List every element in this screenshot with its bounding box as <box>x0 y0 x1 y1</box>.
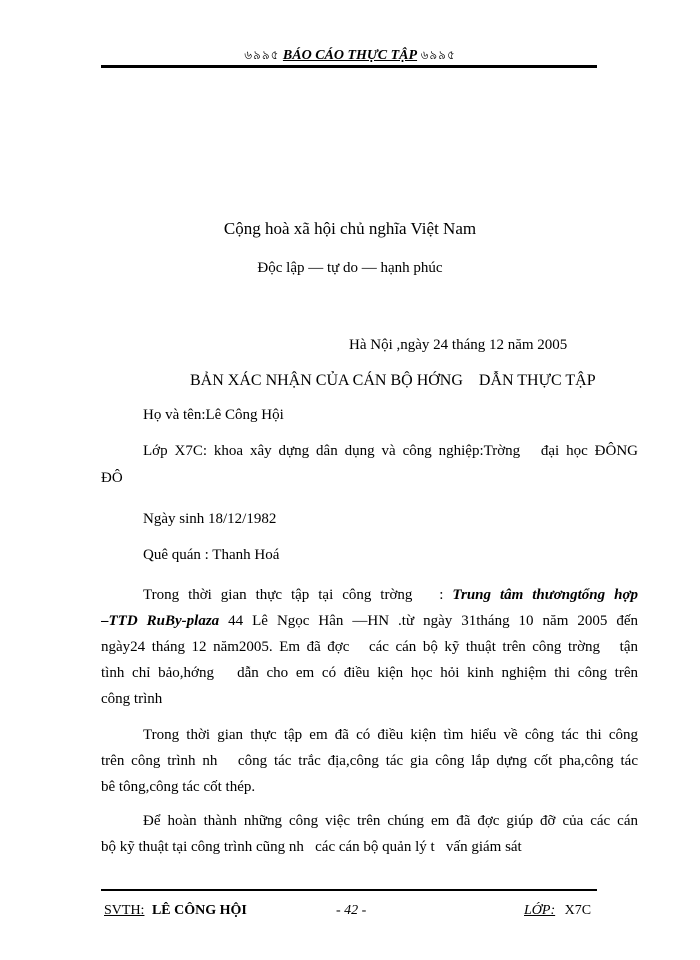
motto: Độc lập — tự do — hạnh phúc <box>257 260 443 276</box>
paragraph-1-line-1: Trong thời gian thực tập tại công trờng : Trung tâm thươngtổng hợp <box>143 587 638 603</box>
student-hometown: Quê quán : Thanh Hoá <box>143 547 280 563</box>
paragraph-2-line-1: Trong thời gian thực tập em đã có điều kiện tìm hiểu về công tác thi công <box>143 727 638 743</box>
paragraph-1 <box>101 582 638 712</box>
paragraph-1-line-5: công trình <box>101 691 163 707</box>
student-class-line-1: Lớp X7C: khoa xây dựng dân dụng và công nghiệp:Trờng đại học ĐÔNG <box>143 443 638 459</box>
header-rule <box>101 65 597 68</box>
paragraph-3 <box>101 808 638 860</box>
footer-svth <box>104 903 247 919</box>
place-date: Hà Nội ,ngày 24 tháng 12 năm 2005 <box>349 337 568 353</box>
student-birth: Ngày sinh 18/12/1982 <box>143 511 277 527</box>
paragraph-1-line-4: tình chỉ bảo,hớng dẫn cho em có điều kiện học hỏi kinh nghiệm thi công trên <box>101 665 638 681</box>
header-ornament-left: ৬৯৯৫ <box>244 48 280 62</box>
footer-class-label: LỚP: <box>524 903 556 918</box>
paragraph-3-line-2: bộ kỹ thuật tại công trình cũng nh các cán bộ quản lý t vấn giám sát <box>101 839 522 855</box>
footer-svth-name: LÊ CÔNG HỘI <box>151 903 247 918</box>
nation-title: Cộng hoà xã hội chủ nghĩa Việt Nam <box>223 219 477 238</box>
paragraph-2-line-3: bê tông,công tác cốt thép. <box>101 779 256 795</box>
footer-svth-label: SVTH: <box>104 903 145 918</box>
paragraph-2 <box>101 722 638 800</box>
paragraph-1-line-2: –TTD RuBy-plaza 44 Lê Ngọc Hân —HN .từ ngày 31tháng 10 năm 2005 đến <box>101 613 638 629</box>
paragraph-3-line-1: Để hoàn thành những công việc trên chúng em đã đợc giúp đỡ của các cán <box>143 813 638 829</box>
page-header <box>0 47 700 67</box>
student-class-line-2: ĐÔ <box>101 470 123 486</box>
header-ornament-right: ৬৯৯৫ <box>420 48 456 62</box>
document-title: BẢN XÁC NHẬN CỦA CÁN BỘ HỚNG DẪN THỰC TẬP <box>190 372 596 389</box>
student-name: Họ và tên:Lê Công Hội <box>143 407 284 423</box>
paragraph-2-line-2: trên công trình nh công tác trắc địa,công tác gia công lắp dựng cốt pha,công tác <box>101 753 638 769</box>
footer-class <box>524 903 591 919</box>
footer-class-value: X7C <box>564 903 592 918</box>
footer-page-number: - 42 - <box>336 903 367 918</box>
header-title: BÁO CÁO THỰC TẬP <box>282 48 418 63</box>
footer-rule <box>101 889 597 891</box>
paragraph-1-line-3: ngày24 tháng 12 năm2005. Em đã đợc các cán bộ kỹ thuật trên công trờng tận <box>101 639 638 655</box>
